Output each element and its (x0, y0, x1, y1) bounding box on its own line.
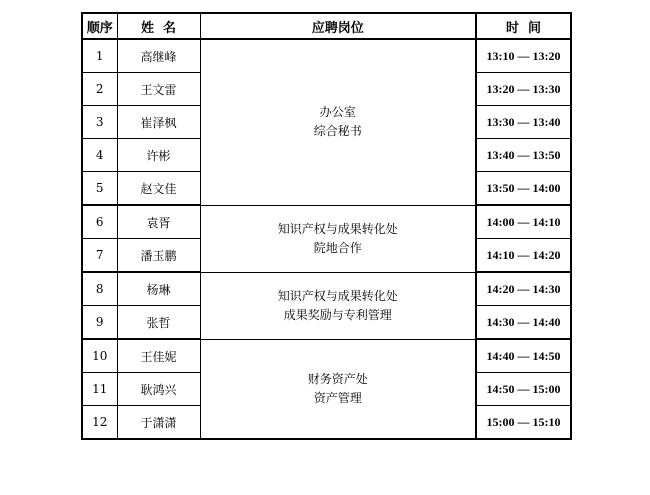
position-line: 知识产权与成果转化处 (277, 221, 398, 236)
row-index: 6 (82, 205, 117, 239)
row-index: 2 (82, 73, 117, 106)
candidate-name: 于潇潇 (117, 406, 200, 440)
row-index: 5 (82, 172, 117, 206)
time-slot: 13:40 — 13:50 (476, 139, 571, 172)
candidate-name: 王佳妮 (117, 339, 200, 373)
position-cell (200, 339, 476, 439)
interview-schedule-table (81, 12, 572, 440)
header-index: 顺序 (82, 13, 117, 39)
row-index: 12 (82, 406, 117, 440)
time-slot: 14:30 — 14:40 (476, 306, 571, 340)
time-slot: 13:20 — 13:30 (476, 73, 571, 106)
table-row (82, 272, 571, 306)
time-slot: 14:20 — 14:30 (476, 272, 571, 306)
table-row (82, 339, 571, 373)
time-slot: 14:00 — 14:10 (476, 205, 571, 239)
candidate-name: 许彬 (117, 139, 200, 172)
candidate-name: 杨琳 (117, 272, 200, 306)
position-line: 知识产权与成果转化处 (277, 288, 398, 303)
time-slot: 15:00 — 15:10 (476, 406, 571, 440)
position-line: 综合秘书 (313, 124, 362, 139)
candidate-name: 高继峰 (117, 39, 200, 73)
row-index: 4 (82, 139, 117, 172)
time-slot: 13:30 — 13:40 (476, 106, 571, 139)
time-slot: 14:40 — 14:50 (476, 339, 571, 373)
table-row (82, 39, 571, 73)
position-line: 办公室 (319, 105, 356, 120)
header-row (82, 13, 571, 39)
row-index: 10 (82, 339, 117, 373)
header-name: 姓 名 (117, 13, 200, 39)
candidate-name: 张哲 (117, 306, 200, 340)
candidate-name: 赵文佳 (117, 172, 200, 206)
position-line: 财务资产处 (307, 371, 368, 386)
table-row (82, 205, 571, 239)
row-index: 1 (82, 39, 117, 73)
position-cell (200, 39, 476, 205)
candidate-name: 崔泽枫 (117, 106, 200, 139)
row-index: 7 (82, 239, 117, 273)
candidate-name: 潘玉鹏 (117, 239, 200, 273)
candidate-name: 袁胥 (117, 205, 200, 239)
time-slot: 14:50 — 15:00 (476, 373, 571, 406)
position-line: 资产管理 (313, 390, 362, 405)
candidate-name: 耿鸿兴 (117, 373, 200, 406)
time-slot: 13:50 — 14:00 (476, 172, 571, 206)
time-slot: 13:10 — 13:20 (476, 39, 571, 73)
position-cell (200, 272, 476, 339)
position-line: 成果奖励与专利管理 (283, 307, 392, 322)
table-body (82, 39, 571, 439)
time-slot: 14:10 — 14:20 (476, 239, 571, 273)
row-index: 3 (82, 106, 117, 139)
candidate-name: 王文雷 (117, 73, 200, 106)
row-index: 9 (82, 306, 117, 340)
position-line: 院地合作 (313, 240, 362, 255)
row-index: 11 (82, 373, 117, 406)
position-cell (200, 205, 476, 272)
header-time: 时 间 (476, 13, 571, 39)
header-position: 应聘岗位 (200, 13, 476, 39)
row-index: 8 (82, 272, 117, 306)
